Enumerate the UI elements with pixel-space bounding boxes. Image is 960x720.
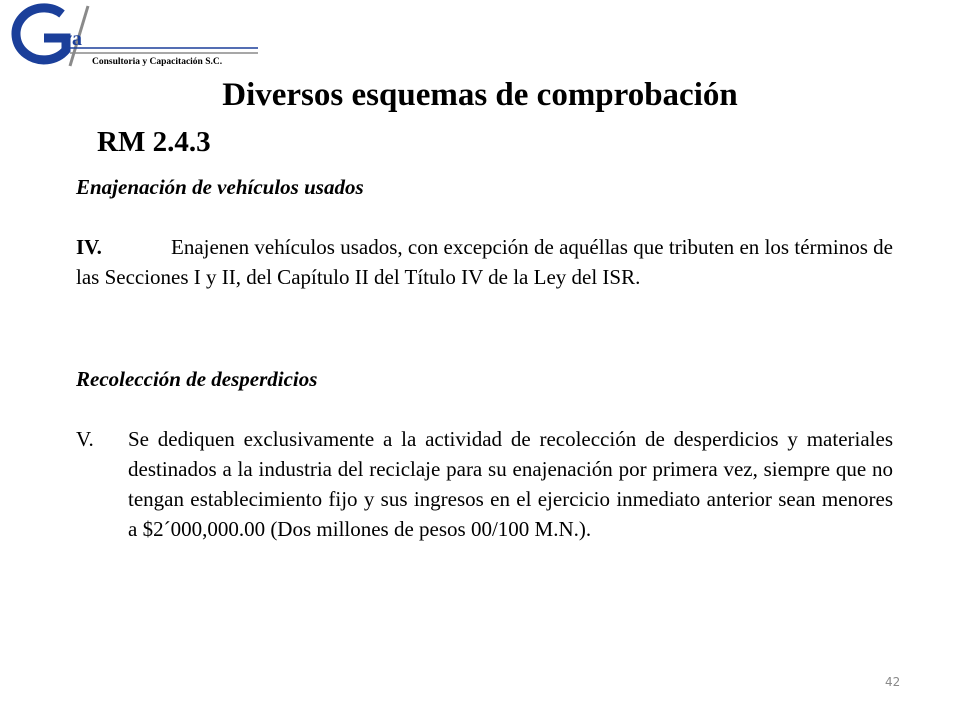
section-waste-heading: Recolección de desperdicios [76,367,318,391]
company-name: Consultoria y Capacitación S.C. [92,57,223,67]
section-waste-paragraph [76,424,893,544]
section-vehicles [76,172,893,292]
company-logo [0,0,270,80]
logo-mark-text: va [62,28,82,50]
section-waste [76,364,893,544]
section-vehicles-paragraph [76,232,893,292]
section-vehicles-heading: Enajenación de vehículos usados [76,175,364,199]
rule-reference: RM 2.4.3 [97,126,211,158]
page-number: 42 [885,675,901,689]
page-title: Diversos esquemas de comprobación [222,77,738,113]
section-vehicles-numeral: IV. [76,235,102,259]
logo-mark-icon [0,0,270,80]
section-vehicles-text: Enajenen vehículos usados, con excepción de aquéllas que tributen en los términos de las Secciones I y II, del Capítulo II del Título IV de la Ley del ISR. [76,235,893,289]
section-waste-text: Se dediquen exclusivamente a la actividad de recolección de desperdicios y materiales destinados a la industria del reciclaje para su enajenación por primera vez, siempre que no tengan establecimiento fijo y sus ingresos en el ejercicio inmediato anterior sean menores a $2´000,000.00 (Dos millones de pesos 00/100 M.N.). [128,427,893,541]
section-waste-numeral: V. [76,427,94,451]
